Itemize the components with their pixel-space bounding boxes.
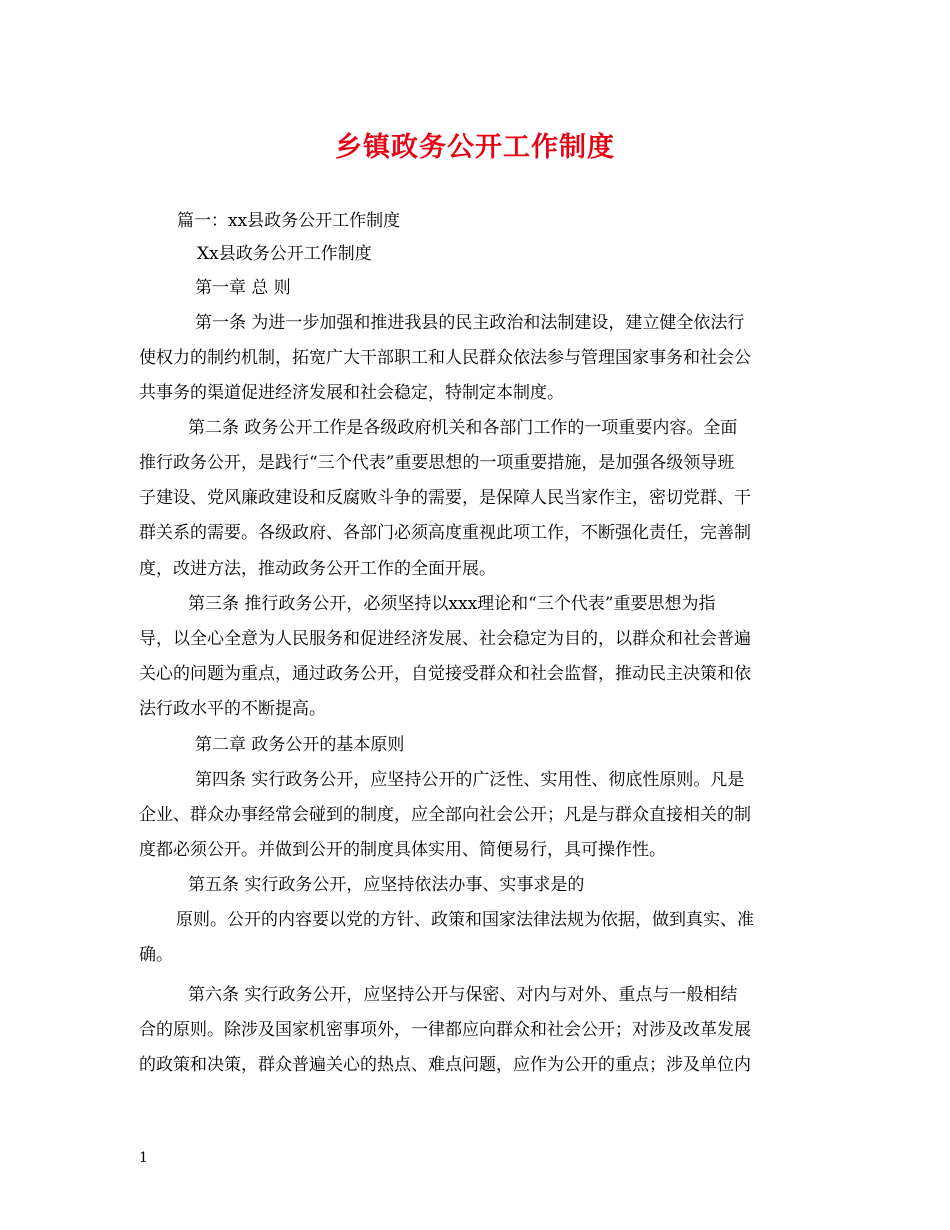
text-line: 使权力的制约机制，拓宽广大干部职工和人民群众依法参与管理国家事务和社会公 — [139, 348, 751, 368]
text-line: 原则。公开的内容要以党的方针、政策和国家法律法规为依据，做到真实、准 — [176, 910, 754, 930]
text-line: 群关系的需要。各级政府、各部门必须高度重视此项工作，不断强化责任，完善制 — [139, 523, 751, 543]
text-line: 子建设、党风廉政建设和反腐败斗争的需要，是保障人民当家作主，密切党群、干 — [139, 488, 751, 508]
text-line: 确。 — [139, 945, 173, 965]
page-number: 1 — [139, 1150, 148, 1166]
text-line: 法行政水平的不断提高。 — [139, 699, 326, 719]
chapter-heading: 第二章 政务公开的基本原则 — [195, 735, 405, 755]
chapter-heading: 第一章 总 则 — [195, 278, 291, 298]
text-line: 第四条 实行政务公开，应坚持公开的广泛性、实用性、彻底性原则。凡是 — [195, 770, 745, 790]
text-line: 关心的问题为重点，通过政务公开，自觉接受群众和社会监督，推动民主决策和依 — [139, 664, 751, 684]
text-line: 合的原则。除涉及国家机密事项外，一律都应向群众和社会公开；对涉及改革发展 — [139, 1020, 751, 1040]
text-line: Xx县政务公开工作制度 — [197, 244, 372, 264]
text-line: 导，以全心全意为人民服务和促进经济发展、社会稳定为目的，以群众和社会普遍 — [139, 629, 751, 649]
text-line: 的政策和决策，群众普遍关心的热点、难点问题，应作为公开的重点；涉及单位内 — [139, 1055, 751, 1075]
text-line: 企业、群众办事经常会碰到的制度，应全部向社会公开；凡是与群众直接相关的制 — [139, 805, 751, 825]
text-line: 第一条 为进一步加强和推进我县的民主政治和法制建设，建立健全依法行 — [195, 313, 745, 333]
text-line: 第五条 实行政务公开，应坚持依法办事、实事求是的 — [188, 875, 585, 895]
text-line: 度，改进方法，推动政务公开工作的全面开展。 — [139, 559, 496, 579]
text-line: 第六条 实行政务公开，应坚持公开与保密、对内与对外、重点与一般相结 — [188, 985, 738, 1005]
text-line: 推行政务公开，是践行“三个代表”重要思想的一项重要措施，是加强各级领导班 — [139, 453, 735, 473]
text-line: 共事务的渠道促进经济发展和社会稳定，特制定本制度。 — [139, 383, 564, 403]
text-line: 第三条 推行政务公开，必须坚持以xxx理论和“三个代表”重要思想为指 — [188, 594, 716, 614]
text-line: 第二条 政务公开工作是各级政府机关和各部门工作的一项重要内容。全面 — [188, 418, 738, 438]
text-line: 度都必须公开。并做到公开的制度具体实用、简便易行，具可操作性。 — [139, 840, 666, 860]
text-line: 篇一：xx县政务公开工作制度 — [177, 211, 401, 231]
document-title: 乡镇政务公开工作制度 — [335, 132, 615, 163]
